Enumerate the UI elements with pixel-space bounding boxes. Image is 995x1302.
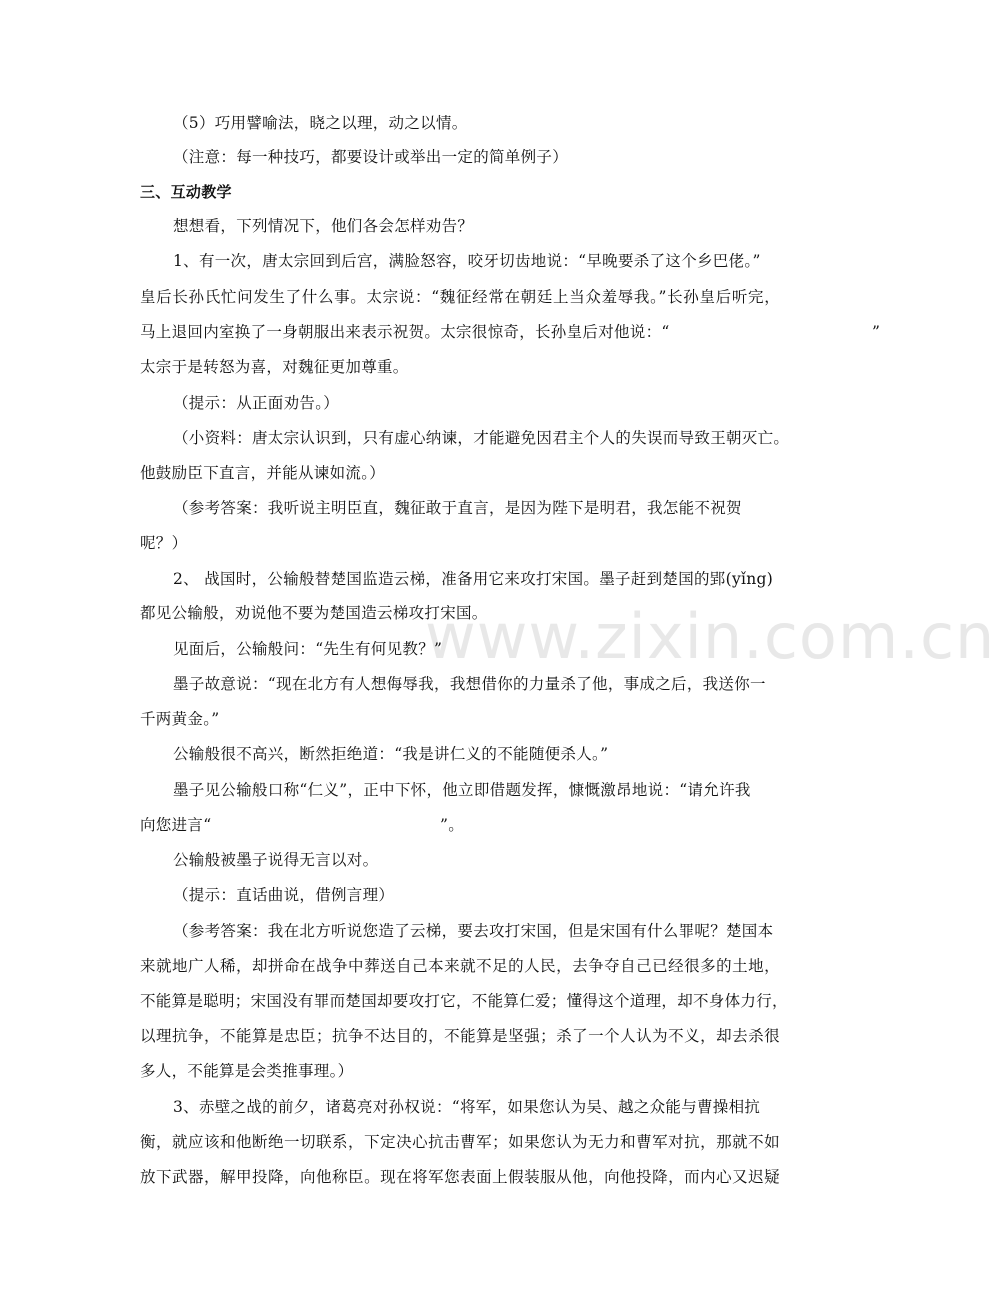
q2-answer-3: 不能算是聪明；宋国没有罪而楚国却要攻打它，不能算仁爱；懂得这个道理，却不身体力行， — [140, 992, 788, 1010]
q2-line-6: 公输般很不高兴，断然拒绝道：“我是讲仁义的不能随便杀人。” — [173, 745, 609, 763]
q2-line-4: 墨子故意说：“现在北方有人想侮辱我，我想借你的力量杀了他，事成之后，我送你一 — [173, 675, 766, 693]
q1-line-1: 1、有一次，唐太宗回到后宫，满脸怒容，咬牙切齿地说：“早晚要杀了这个乡巴佬。” — [173, 252, 761, 270]
q2-line-3: 见面后，公输般问：“先生有何见教？” — [173, 640, 443, 658]
q2-blank-end-quote: ”。 — [440, 816, 465, 834]
q1-hint: （提示：从正面劝告。） — [173, 394, 340, 412]
q1-blank-end-quote: ” — [872, 323, 881, 341]
q2-line-1: 2、 战国时，公输般替楚国监造云梯，准备用它来攻打宋国。墨子赶到楚国的郢(yǐng) — [173, 570, 774, 588]
q2-answer-2: 来就地广人稀，却拼命在战争中葬送自己本来就不足的人民，去争夺自己已经很多的土地， — [140, 957, 780, 975]
q1-answer-1: （参考答案：我听说主明臣直，魏征敢于直言，是因为陛下是明君，我怎能不祝贺 — [173, 499, 742, 517]
q2-line-9: 公输般被墨子说得无言以对。 — [173, 851, 379, 869]
q3-line-1: 3、赤壁之战的前夕，诸葛亮对孙权说：“将军，如果您认为吴、越之众能与曹操相抗 — [173, 1098, 761, 1116]
q1-info-1: （小资料：唐太宗认识到，只有虚心纳谏，才能避免因君主个人的失误而导致王朝灭亡。 — [173, 429, 790, 447]
prompt-line: 想想看，下列情况下，他们各会怎样劝告？ — [173, 217, 474, 235]
q1-info-2: 他鼓励臣下直言，并能从谏如流。） — [140, 464, 386, 482]
q1-answer-2: 呢？） — [140, 534, 188, 552]
q3-line-3: 放下武器，解甲投降，向他称臣。现在将军您表面上假装服从他，向他投降，而内心又迟疑 — [140, 1168, 780, 1186]
technique-5: （5）巧用譬喻法，晓之以理，动之以情。 — [173, 114, 468, 132]
q3-line-2: 衡，就应该和他断绝一切联系，下定决心抗击曹军；如果您认为无力和曹军对抗，那就不如 — [140, 1133, 780, 1151]
q1-line-4: 太宗于是转怒为喜，对魏征更加尊重。 — [140, 358, 409, 376]
q2-answer-5: 多人，不能算是会类推事理。） — [140, 1062, 354, 1080]
section-heading: 三、互动教学 — [140, 183, 232, 201]
q1-line-3-text: 马上退回内室换了一身朝服出来表示祝贺。太宗很惊奇，长孙皇后对他说：“ — [140, 323, 670, 341]
q1-line-2: 皇后长孙氏忙问发生了什么事。太宗说：“魏征经常在朝廷上当众羞辱我。”长孙皇后听完， — [140, 288, 780, 306]
q1-line-3 — [140, 321, 670, 343]
q2-hint: （提示：直话曲说，借例言理） — [173, 886, 395, 904]
watermark: www.zixin.com.cn — [425, 600, 995, 673]
q2-line-2: 都见公输般，劝说他不要为楚国造云梯攻打宋国。 — [140, 604, 488, 622]
note-line: （注意：每一种技巧，都要设计或举出一定的简单例子） — [173, 148, 569, 166]
q2-answer-1: （参考答案：我在北方听说您造了云梯，要去攻打宋国，但是宋国有什么罪呢？楚国本 — [173, 922, 774, 940]
q2-answer-4: 以理抗争，不能算是忠臣；抗争不达目的，不能算是坚强；杀了一个人认为不义，却去杀很 — [140, 1027, 780, 1045]
q2-line-8: 向您进言“ — [140, 816, 212, 834]
q2-line-7: 墨子见公输般口称“仁义”，正中下怀，他立即借题发挥，慷慨激昂地说：“请允许我 — [173, 781, 751, 799]
q2-line-5: 千两黄金。” — [140, 710, 220, 728]
